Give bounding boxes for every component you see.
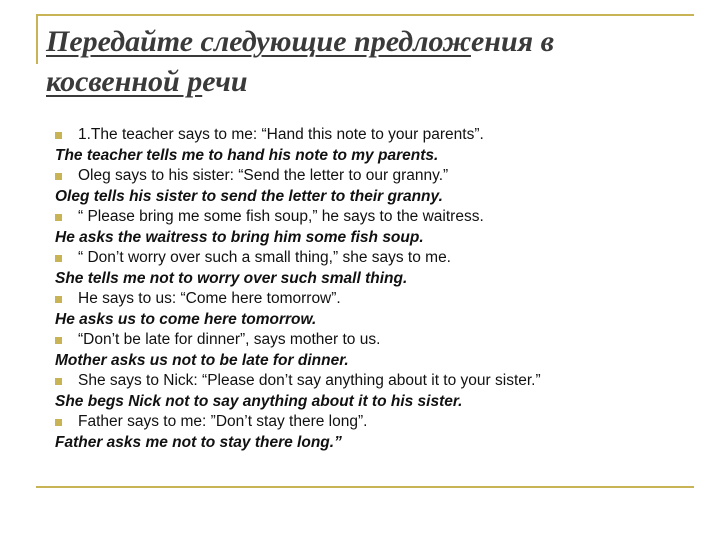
exercise-item xyxy=(55,248,695,289)
title-line-1-underlined: Передайте следующие предлож xyxy=(46,25,471,58)
square-bullet-icon xyxy=(55,296,62,303)
title-line-2-underlined: косвенной р xyxy=(46,65,203,98)
indirect-speech: She tells me not to worry over such small thing. xyxy=(55,269,408,287)
square-bullet-icon xyxy=(55,378,62,385)
indirect-speech: The teacher tells me to hand his note to my parents. xyxy=(55,146,439,164)
left-rule xyxy=(36,14,38,64)
exercise-item xyxy=(55,330,695,371)
direct-speech xyxy=(55,207,695,228)
exercise-item xyxy=(55,412,695,453)
top-rule xyxy=(36,14,694,16)
exercise-item xyxy=(55,371,695,412)
direct-speech-text: He says to us: “Come here tomorrow”. xyxy=(78,290,341,307)
indirect-speech: She begs Nick not to say anything about it to his sister. xyxy=(55,392,463,410)
exercise-item xyxy=(55,166,695,207)
direct-speech xyxy=(55,125,695,146)
title-line-1 xyxy=(46,22,706,62)
direct-speech xyxy=(55,289,695,310)
direct-speech xyxy=(55,412,695,433)
exercise-item xyxy=(55,125,695,166)
square-bullet-icon xyxy=(55,255,62,262)
title-line-1-rest: ения в xyxy=(470,25,554,58)
square-bullet-icon xyxy=(55,337,62,344)
square-bullet-icon xyxy=(55,214,62,221)
direct-speech-text: She says to Nick: “Please don’t say anything about it to your sister.” xyxy=(78,372,541,389)
indirect-speech: He asks the waitress to bring him some fish soup. xyxy=(55,228,424,246)
indirect-speech: Father asks me not to stay there long.” xyxy=(55,433,342,451)
direct-speech-text: “Don’t be late for dinner”, says mother to us. xyxy=(78,331,381,348)
exercise-item xyxy=(55,289,695,330)
slide-title xyxy=(46,22,706,102)
indirect-speech: He asks us to come here tomorrow. xyxy=(55,310,317,328)
exercise-list xyxy=(55,125,695,453)
direct-speech-text: “ Please bring me some fish soup,” he says to the waitress. xyxy=(78,208,484,225)
square-bullet-icon xyxy=(55,173,62,180)
direct-speech xyxy=(55,330,695,351)
direct-speech xyxy=(55,166,695,187)
direct-speech-text: Father says to me: ”Don’t stay there long”. xyxy=(78,413,368,430)
direct-speech-text: “ Don’t worry over such a small thing,” she says to me. xyxy=(78,249,451,266)
indirect-speech: Oleg tells his sister to send the letter to their granny. xyxy=(55,187,443,205)
title-line-2 xyxy=(46,62,706,102)
direct-speech xyxy=(55,248,695,269)
square-bullet-icon xyxy=(55,419,62,426)
direct-speech xyxy=(55,371,695,392)
bottom-rule xyxy=(36,486,694,488)
direct-speech-text: 1.The teacher says to me: “Hand this note to your parents”. xyxy=(78,126,484,143)
title-line-2-rest: ечи xyxy=(202,65,248,98)
exercise-item xyxy=(55,207,695,248)
indirect-speech: Mother asks us not to be late for dinner. xyxy=(55,351,349,369)
direct-speech-text: Oleg says to his sister: “Send the letter to our granny.” xyxy=(78,167,449,184)
square-bullet-icon xyxy=(55,132,62,139)
